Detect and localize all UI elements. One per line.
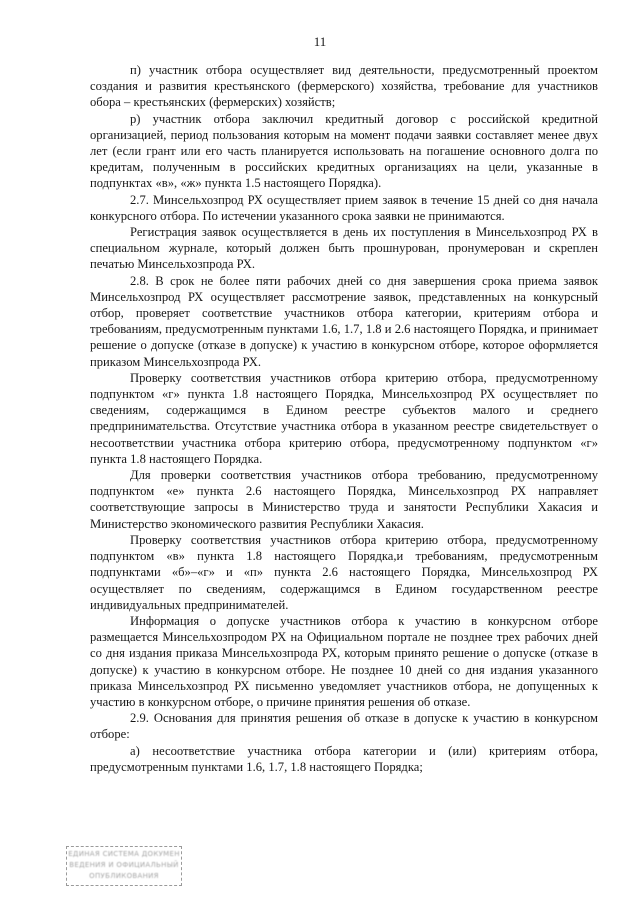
paragraph-subitem-r: р) участник отбора заключил кредитный договор с российской кредитной организацией, период пользования которым на момент подачи заявки составляет менее двух лет (если грант или его часть планируется использовать на погашение основного долга по кредитам, полученным в российских кредитных организациях на цели, указанные в подпунктах «в», «ж» пункта 1.5 настоящего Порядка).	[90, 111, 598, 191]
paragraph-check-criterion-v: Проверку соответствия участников отбора критерию отбора, предусмотренному подпунктом «в» пункта 1.8 настоящего Порядка,и требованиям, предусмотренным подпунктами «б»–«г» и «п» пункта 2.6 настоящего Порядка, Минсельхозпрод РХ осуществляет по сведениям, содержащимся в Едином государственном реестре индивидуальных предпринимателей.	[90, 532, 598, 612]
paragraph-subitem-a: а) несоответствие участника отбора категории и (или) критериям отбора, предусмотренным пунктами 1.6, 1.7, 1.8 настоящего Порядка;	[90, 743, 598, 774]
paragraph-admission-info: Информация о допуске участников отбора к участию в конкурсном отборе размещается Минсельхозпродом РХ на Официальном портале не позднее трех рабочих дней со дня издания приказа Минсельхозпрода РХ, которым принято решение о допуске (отказе в допуске) к участию в конкурсном отборе. Не позднее 10 дней со дня издания указанного приказа Минсельхозпрод РХ письменно уведомляет участников отбора, не допущенных к участию в конкурсном отборе, о причине принятия решения об отказе.	[90, 613, 598, 709]
page-number: 11	[313, 34, 327, 49]
paragraph-check-criterion-g: Проверку соответствия участников отбора критерию отбора, предусмотренному подпунктом «г» пункта 1.8 настоящего Порядка, Минсельхозпрод РХ осуществляет по сведениям, содержащимся в Едином реестре субъектов малого и среднего предпринимательства. Отсутствие участника отбора в указанном реестре свидетельствует о несоответствии участника отбора критерию отбора, предусмотренному подпунктом «г» пункта 1.8 настоящего Порядка.	[90, 370, 598, 466]
registration-stamp	[66, 846, 182, 886]
stamp-line: ОПУБЛИКОВАНИЯ	[89, 872, 159, 880]
paragraph-registration: Регистрация заявок осуществляется в день их поступления в Минсельхозпрод РХ в специальном журнале, который должен быть прошнурован, пронумерован и скреплен печатью Минсельхозпрода РХ.	[90, 225, 598, 272]
stamp-line: ВЕДЕНИЯ И ОФИЦИАЛЬНЫЙ	[69, 861, 179, 869]
paragraph-2-7: 2.7. Минсельхозпрод РХ осуществляет прием заявок в течение 15 дней со дня начала конкурсного отбора. По истечении указанного срока заявки не принимаются.	[90, 192, 598, 223]
paragraph-2-8: 2.8. В срок не более пяти рабочих дней со дня завершения срока приема заявок Минсельхозпрод РХ осуществляет рассмотрение заявок, представленных на конкурсный отбор, проверяет соответствие участников отбора категории, критериям отбора и требованиям, предусмотренным пунктами 1.6, 1.7, 1.8 и 2.6 настоящего Порядка, и принимает решение о допуске (отказе в допуске) к участию в конкурсном отборе, которое оформляется приказом Минсельхозпрода РХ.	[90, 273, 598, 369]
paragraph-check-requirement-e: Для проверки соответствия участников отбора требованию, предусмотренному подпунктом «е» пункта 2.6 настоящего Порядка, Минсельхозпрод РХ направляет соответствующие запросы в Министерство труда и занятости Республики Хакасия и Министерство экономического развития Республики Хакасия.	[90, 468, 598, 531]
paragraph-2-9: 2.9. Основания для принятия решения об отказе в допуске к участию в конкурсном отборе:	[90, 711, 598, 742]
stamp-line: ЕДИНАЯ СИСТЕМА ДОКУМЕН	[68, 850, 180, 858]
document-body	[90, 62, 598, 775]
paragraph-subitem-p: п) участник отбора осуществляет вид деятельности, предусмотренный проектом создания и развития крестьянского (фермерского) хозяйства, требование для участников обора – крестьянских (фермерских) хозяйств;	[90, 63, 598, 110]
